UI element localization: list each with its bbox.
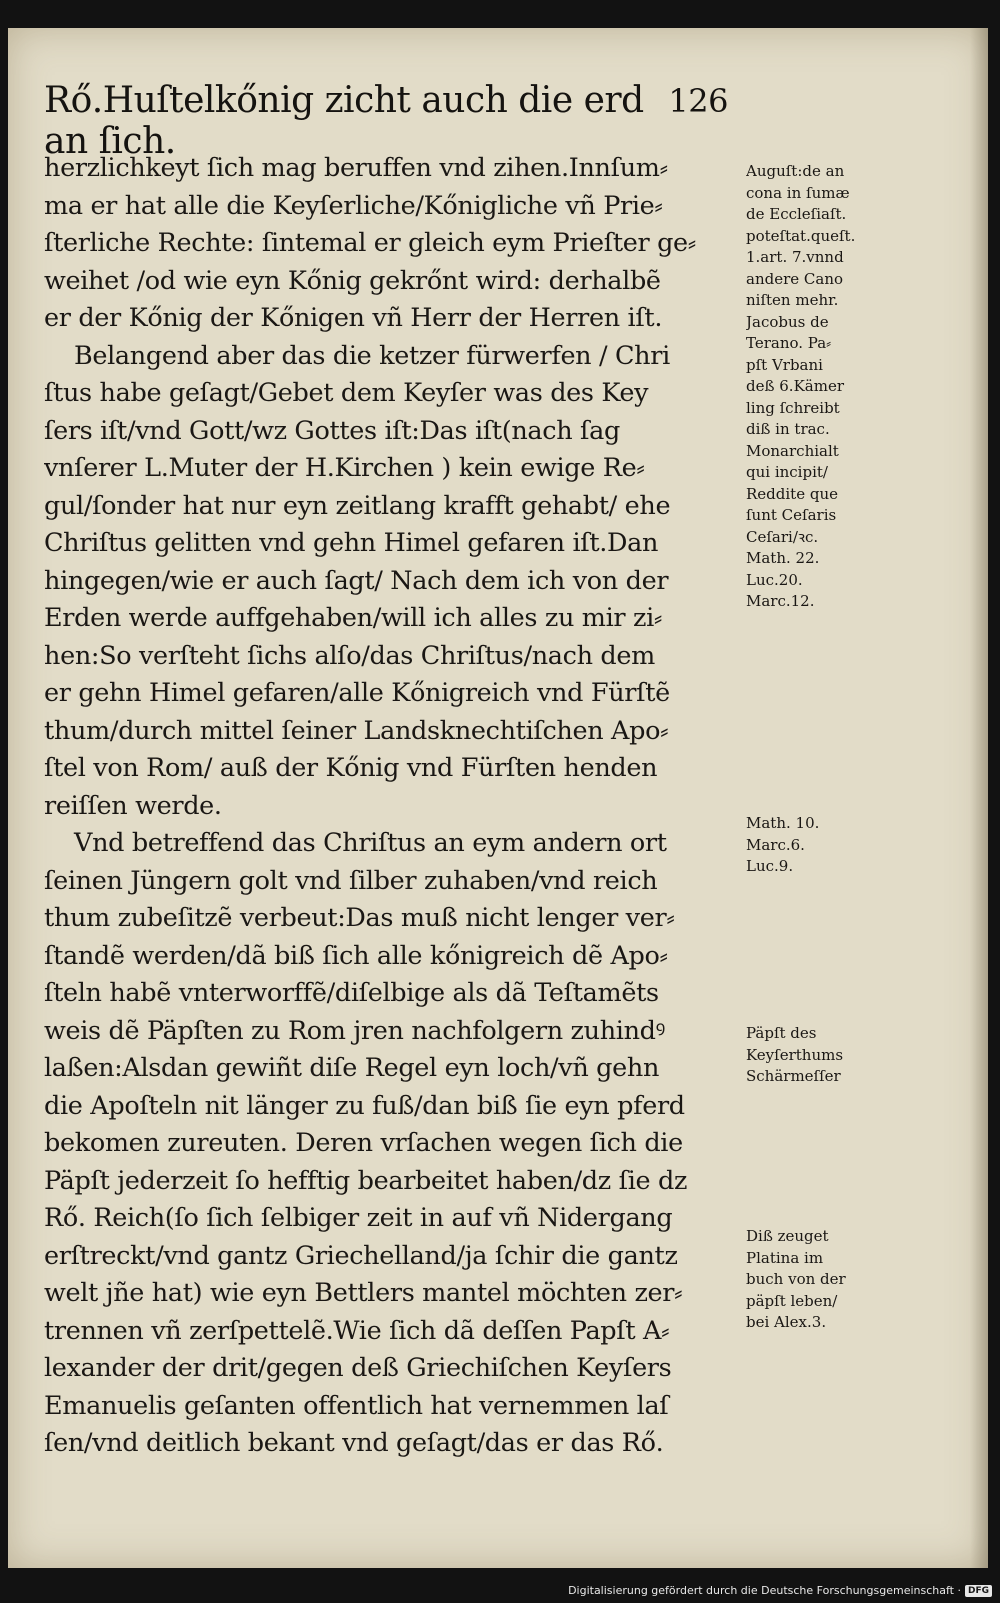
margin-note-line: poteſtat.queſt. xyxy=(746,226,856,245)
text-line: Päpſt jederzeit ſo hefftig bearbeitet haben/dz ſie dz xyxy=(44,1165,688,1196)
margin-note-line: Marc.12. xyxy=(746,592,815,610)
margin-note-line: Marc.6. xyxy=(746,835,805,854)
margin-note-line: qui incipit/ xyxy=(746,463,828,481)
margin-note-line: Auguſt:de an xyxy=(746,162,845,180)
margin-note-line: Terano. Pa⸗ xyxy=(746,334,832,352)
margin-note-line: Jacobus de xyxy=(746,312,829,331)
text-line: Erden werde auffgehaben/will ich alles zu mir zi⸗ xyxy=(44,603,663,633)
margin-note-1 xyxy=(746,161,876,613)
margin-note-line: Päpſt des xyxy=(746,1024,817,1042)
text-line: Vnd betreffend das Chriſtus an eym andern ort xyxy=(74,828,667,858)
dfg-logo: DFG xyxy=(965,1585,992,1597)
margin-note-line: Diß zeuget xyxy=(746,1227,829,1245)
text-line: die Apoſteln nit länger zu fuß/dan biß ſie eyn pferd xyxy=(44,1090,685,1121)
text-line: reiſſen werde. xyxy=(44,790,222,821)
text-line: ſtus habe geſagt/Gebet dem Keyſer was des Key xyxy=(44,378,649,408)
page-number: 126 xyxy=(668,82,728,120)
text-line: welt jñe hat) wie eyn Bettlers mantel möchten zer⸗ xyxy=(44,1278,683,1308)
text-line: ma er hat alle die Keyſerliche/Kőnigliche vñ Prie⸗ xyxy=(44,190,663,221)
margin-note-line: Schärmeſſer xyxy=(746,1067,841,1085)
margin-note-line: deß 6.Kämer xyxy=(746,377,844,395)
book-page xyxy=(8,28,988,1568)
text-line: thum zubeſitzẽ verbeut:Das muß nicht lenger ver⸗ xyxy=(44,903,675,933)
text-line: Rő. Reich(ſo ſich ſelbiger zeit in auf vñ Nidergang xyxy=(44,1203,673,1233)
text-line: hingegen/wie er auch ſagt/ Nach dem ich von der xyxy=(44,565,669,596)
page-edge-shadow xyxy=(970,28,988,1568)
text-line: er der Kőnig der Kőnigen vñ Herr der Herren iſt. xyxy=(44,303,663,333)
margin-note-line: päpſt leben/ xyxy=(746,1291,838,1310)
margin-note-line: niſten mehr. xyxy=(746,291,839,309)
text-line: lexander der drit/gegen deß Griechiſchen Keyſers xyxy=(44,1353,672,1383)
text-line: ſtel von Rom/ auß der Kőnig vnd Fürſten henden xyxy=(44,753,658,783)
running-head-title: Rő.Huſtelkőnig zicht auch die erd an ſich. xyxy=(44,80,644,162)
text-line: ſers iſt/vnd Gott/wz Gottes iſt:Das iſt(nach ſag xyxy=(44,415,620,446)
margin-note-line: Ceſari/ꝛc. xyxy=(746,527,819,546)
footer-credit: Digitalisierung gefördert durch die Deutsche Forschungsgemeinschaft · xyxy=(568,1584,961,1597)
text-line: er gehn Himel gefaren/alle Kőnigreich vnd Fürſtẽ xyxy=(44,678,670,708)
margin-note-line: Keyſerthums xyxy=(746,1045,844,1064)
text-line: trennen vñ zerſpettelẽ.Wie ſich dã deſſen Papſt A⸗ xyxy=(44,1315,670,1346)
text-line: erſtreckt/vnd gantz Griechelland/ja ſchir die gantz xyxy=(44,1240,678,1271)
text-line: bekomen zureuten. Deren vrſachen wegen ſich die xyxy=(44,1128,683,1158)
margin-note-line: Luc.9. xyxy=(746,857,794,875)
margin-note-line: Luc.20. xyxy=(746,570,803,589)
text-line: gul/ſonder hat nur eyn zeitlang krafft gehabt/ ehe xyxy=(44,490,671,521)
margin-note-line: ling ſchreibt xyxy=(746,398,840,417)
margin-note-line: ſunt Ceſaris xyxy=(746,506,837,524)
margin-note-line: diß in trac. xyxy=(746,420,830,438)
margin-note-line: de Eccleſiaſt. xyxy=(746,205,847,223)
margin-note-line: buch von der xyxy=(746,1270,846,1288)
text-line: ſen/vnd deitlich bekant vnd geſagt/das er das Rő. xyxy=(44,1428,664,1458)
main-text-block xyxy=(44,150,744,1463)
text-line: vnſerer L.Muter der H.Kirchen ) kein ewige Re⸗ xyxy=(44,453,645,483)
text-line: weis dẽ Päpſten zu Rom jren nachfolgern zuhindꝰ xyxy=(44,1015,666,1046)
digitization-footer xyxy=(568,1584,992,1597)
text-line: herzlichkeyt ſich mag beruffen vnd zihen.Innſum⸗ xyxy=(44,153,668,183)
text-line: ſteln habẽ vnterworffẽ/diſelbige als dã Teſtamẽts xyxy=(44,978,659,1008)
text-line: ſtandẽ werden/dã biß ſich alle kőnigreich dẽ Apo⸗ xyxy=(44,940,668,971)
margin-note-line: cona in ſumæ xyxy=(746,183,850,202)
text-line: ſeinen Jüngern golt vnd ſilber zuhaben/vnd reich xyxy=(44,865,658,896)
margin-note-2 xyxy=(746,813,876,878)
text-line: laßen:Alsdan gewiñt diſe Regel eyn loch/vñ gehn xyxy=(44,1053,660,1083)
margin-note-line: Math. 10. xyxy=(746,814,820,832)
margin-note-line: bei Alex.3. xyxy=(746,1313,827,1331)
margin-note-4 xyxy=(746,1226,876,1334)
margin-note-line: 1.art. 7.vnnd xyxy=(746,248,844,266)
text-line: Emanuelis geſanten offentlich hat vernemmen laſ xyxy=(44,1390,669,1421)
margin-note-line: Math. 22. xyxy=(746,549,820,567)
margin-note-3 xyxy=(746,1023,876,1088)
text-line: Chriſtus gelitten vnd gehn Himel gefaren iſt.Dan xyxy=(44,528,659,558)
text-line: thum/durch mittel ſeiner Landsknechtiſchen Apo⸗ xyxy=(44,715,669,746)
text-line: weihet /od wie eyn Kőnig gekrőnt wird: derhalbẽ xyxy=(44,265,661,296)
margin-note-line: andere Cano xyxy=(746,269,844,288)
margin-note-line: pſt Vrbani xyxy=(746,355,823,374)
margin-note-line: Monarchialt xyxy=(746,441,839,460)
text-line: ſterliche Rechte: ſintemal er gleich eym Prieſter ge⸗ xyxy=(44,228,696,258)
margin-note-line: Platina im xyxy=(746,1248,824,1267)
text-line: Belangend aber das die ketzer fürwerfen / Chri xyxy=(74,340,670,371)
text-line: hen:So verſteht ſichs alſo/das Chriſtus/nach dem xyxy=(44,640,655,671)
margin-note-line: Reddite que xyxy=(746,484,838,503)
